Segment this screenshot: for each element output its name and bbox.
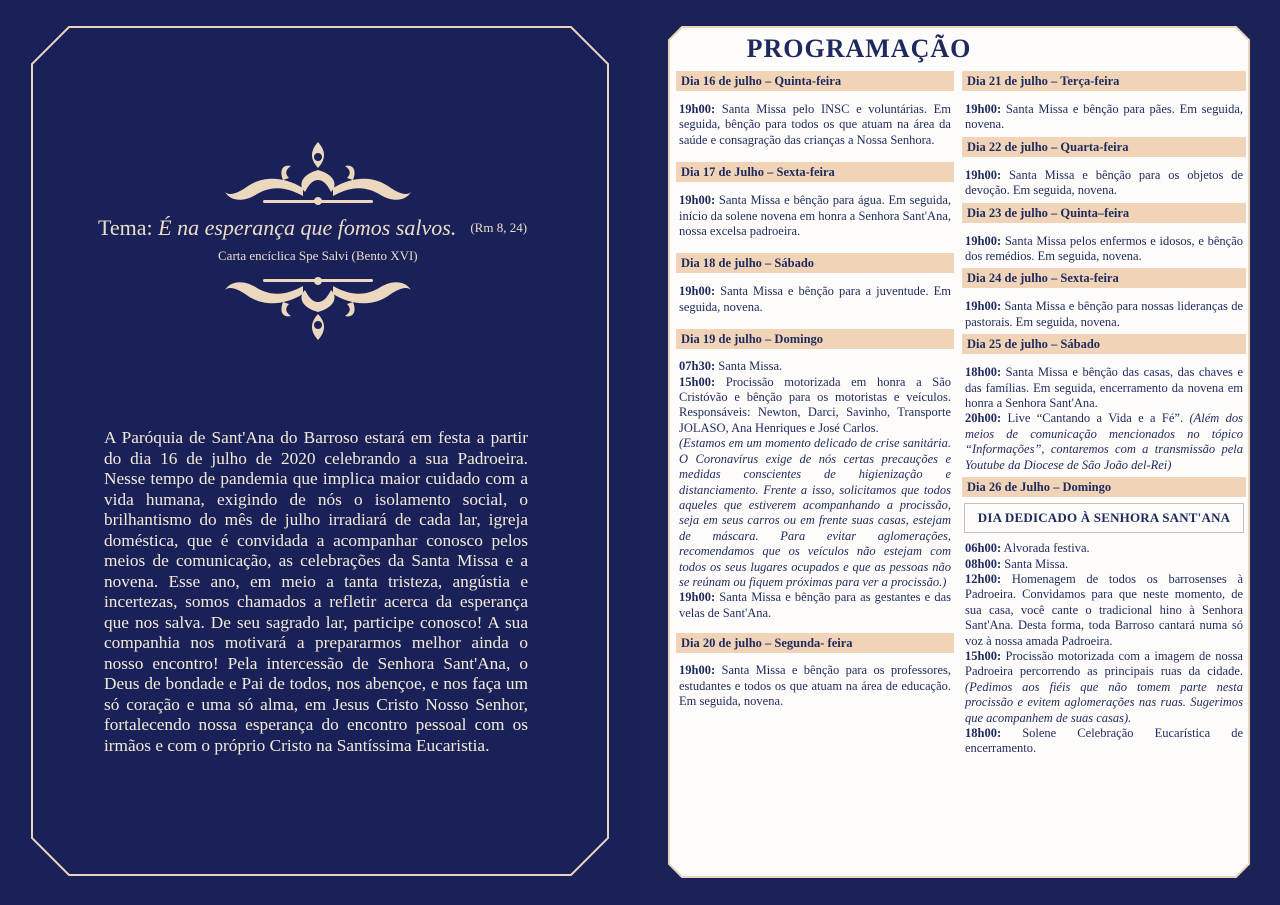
entry-time: 18h00: (965, 725, 1002, 740)
entry-time: 19h00: (679, 193, 716, 208)
entry-text: Solene Celebração Eucarística de encerramento. (965, 725, 1243, 756)
day-block (962, 137, 1246, 199)
entry-text: Santa Missa e bênção para água. Em seguida, início da solene novena em honra a Senhora Sant'Ana, nossa excelsa padroeira. (679, 193, 951, 239)
entry-text: Santa Missa pelo INSC e voluntárias. Em seguida, bênção para todos os que atuam na área da saúde e consagração das crianças a Nossa Senhora. (679, 102, 951, 147)
day-body (962, 234, 1246, 265)
entry-text: Santa Missa e bênção para as gestantes e das velas de Sant'Ana. (679, 590, 951, 620)
day-body (676, 193, 954, 239)
entry-text: Santa Missa. (1001, 556, 1069, 571)
entry-time: 12h00: (965, 571, 1002, 586)
day-body (962, 365, 1246, 473)
day-header: Dia 26 de Julho – Domingo (962, 477, 1246, 497)
day-header: Dia 19 de julho – Domingo (676, 329, 954, 349)
dedicated-day-banner: DIA DEDICADO À SENHORA SANT'ANA (964, 503, 1244, 533)
schedule-entry (679, 663, 951, 709)
schedule-entry (679, 375, 951, 437)
schedule-entry (965, 541, 1243, 556)
entry-text: Procissão motorizada com a imagem de nossa Padroeira percorrendo as principais ruas da cidade. (965, 648, 1243, 679)
day-block (676, 329, 954, 621)
ornament-top-icon (223, 140, 413, 208)
day-body (676, 102, 954, 148)
schedule-entry (965, 572, 1243, 649)
entry-time: 20h00: (965, 411, 1002, 426)
entry-time: 19h00: (965, 299, 1002, 314)
intro-paragraph: A Paróquia de Sant'Ana do Barroso estará em festa a partir do dia 16 de julho de 2020 celebrando a sua Padroeira. Nesse tempo de pandemia que implica maior cuidado com a vida humana, exigindo de nós o isolamento social, o brilhantismo do mês de julho irradiará de cada lar, igreja doméstica, que é convidada a acompanhar conosco pelos meios de comunicação, as celebrações da Santa Missa e a novena. Esse ano, em meio a tanta tristeza, angústia e incertezas, somos chamados a refletir acerca da esperança que nos salva. De seu sagrado lar, participe conosco! A sua companhia nos motivará a prepararmos melhor ainda o nosso encontro! Pela intercessão de Senhora Sant'Ana, o Deus de bondade e Pai de todos, nos abençoe, e nos faça um só coração e uma só alma, em Jesus Cristo Nosso Senhor, fortalecendo nossa esperança do encontro pessoal com os irmãos e com o próprio Cristo na Santíssima Eucaristia. (104, 428, 528, 755)
day-header: Dia 23 de julho – Quinta–feira (962, 203, 1246, 223)
day-header: Dia 22 de julho – Quarta-feira (962, 137, 1246, 157)
entry-text: Santa Missa e bênção para nossas lideranças de pastorais. Em seguida, novena. (965, 299, 1243, 329)
day-header: Dia 21 de julho – Terça-feira (962, 71, 1246, 91)
entry-time: 18h00: (965, 365, 1002, 380)
schedule-entry (965, 365, 1243, 411)
schedule-entry (679, 193, 951, 239)
day-body (962, 541, 1246, 757)
entry-time: 19h00: (965, 167, 1002, 182)
tema-label: Tema: (98, 215, 159, 240)
day-block (962, 477, 1246, 757)
day-block (962, 268, 1246, 330)
entry-text: Santa Missa e bênção para os objetos de devoção. Em seguida, novena. (965, 167, 1243, 198)
day-body (676, 359, 954, 621)
schedule-entry (965, 649, 1243, 726)
tema-reference: (Rm 8, 24) (470, 220, 528, 235)
schedule-entry (679, 359, 951, 374)
entry-time: 07h30: (679, 359, 716, 374)
schedule-entry (965, 168, 1243, 199)
day-body (962, 299, 1246, 330)
day-body (676, 663, 954, 709)
entry-text: Santa Missa. (715, 359, 783, 374)
day-block (962, 203, 1246, 265)
day-block (962, 71, 1246, 133)
entry-text: Santa Missa pelos enfermos e idosos, e bênção dos remédios. Em seguida, novena. (965, 233, 1243, 264)
day-block (676, 633, 954, 709)
entry-time: 19h00: (679, 663, 716, 678)
day-block (676, 162, 954, 239)
day-header: Dia 25 de julho – Sábado (962, 334, 1246, 354)
day-block (962, 334, 1246, 473)
day-header: Dia 17 de Julho – Sexta-feira (676, 162, 954, 182)
entry-note: (Estamos em um momento delicado de crise sanitária. O Coronavírus exige de nós certas precauções e medidas conscientes de higienização e distanciamento. Frente a isso, solicitamos que todos aqueles que estiverem acompanhando a procissão, seja em seus carros ou em frente suas casas, estejam de máscara. Para evitar aglomerações, recomendamos que os veículos não estejam com todos os seus lugares ocupados e que as pessoas não se reúnam ou fiquem próximas para ver a procissão.) (679, 436, 951, 589)
entry-text: Santa Missa e bênção das casas, das chaves e das famílias. Em seguida, encerramento da novena em honra a Senhora Sant'Ana. (965, 365, 1243, 411)
day-block (676, 253, 954, 315)
schedule-entry (965, 411, 1243, 473)
schedule-entry (679, 102, 951, 148)
entry-text: Homenagem de todos os barrosenses à Padroeira. Convidamos para que neste momento, de sua casa, você cante o tradicional hino à Senhora Sant'Ana. Desta forma, toda Barroso cantará numa só voz à nossa amada Padroeira. (965, 571, 1243, 648)
schedule-entry (679, 436, 951, 590)
entry-time: 19h00: (679, 284, 716, 299)
ornament-bottom-icon (223, 272, 413, 342)
entry-text: Procissão motorizada em honra a São Cristóvão e bênção para os motoristas e veículos. Responsáveis: Newton, Darci, Savinho, Transporte JOLASO, Ana Henriques e José Carlos. (679, 374, 951, 435)
day-header: Dia 16 de julho – Quinta-feira (676, 71, 954, 91)
schedule-entry (965, 102, 1243, 133)
day-header: Dia 24 de julho – Sexta-feira (962, 268, 1246, 288)
tema-line (98, 215, 558, 241)
schedule-entry (679, 284, 951, 315)
schedule-entry (965, 726, 1243, 757)
entry-text: Santa Missa e bênção para a juventude. Em seguida, novena. (679, 284, 951, 314)
entry-text: Santa Missa e bênção para os professores, estudantes e todos os que atuam na área de educação. Em seguida, novena. (679, 663, 951, 708)
entry-text: Santa Missa e bênção para pães. Em seguida, novena. (965, 102, 1243, 132)
day-header: Dia 20 de julho – Segunda- feira (676, 633, 954, 653)
tema-subtitle: Carta encíclica Spe Salvi (Bento XVI) (218, 248, 418, 263)
entry-text: Alvorada festiva. (1001, 541, 1090, 556)
entry-time: 06h00: (965, 541, 1002, 556)
schedule-entry (965, 299, 1243, 330)
entry-note: (Além dos meios de comunicação mencionados no tópico “Informações”, contaremos com a transmissão pela Youtube da Diocese de São João del-Rei) (965, 411, 1243, 472)
entry-time: 19h00: (679, 102, 716, 116)
day-header: Dia 18 de julho – Sábado (676, 253, 954, 273)
day-body (962, 102, 1246, 133)
entry-text: Live “Cantando a Vida e a Fé”. (1001, 411, 1190, 426)
day-block (676, 71, 954, 148)
entry-time: 19h00: (965, 233, 1002, 248)
schedule-column-left (676, 71, 954, 709)
entry-time: 15h00: (965, 648, 1002, 663)
entry-time: 19h00: (679, 590, 716, 605)
schedule-entry (679, 590, 951, 621)
schedule-entry (965, 557, 1243, 572)
entry-time: 08h00: (965, 556, 1002, 571)
schedule-entry (965, 234, 1243, 265)
schedule-column-right (962, 71, 1246, 757)
program-title: PROGRAMAÇÃO (746, 34, 972, 63)
entry-note: (Pedimos aos fiéis que não tomem parte nesta procissão e evitem aglomerações nas ruas. Sugerimos que acompanhem de suas casas). (965, 679, 1243, 725)
day-body (962, 168, 1246, 199)
entry-time: 19h00: (965, 102, 1002, 116)
day-body (676, 284, 954, 315)
tema-text: É na esperança que fomos salvos. (158, 215, 457, 240)
entry-time: 15h00: (679, 374, 716, 389)
